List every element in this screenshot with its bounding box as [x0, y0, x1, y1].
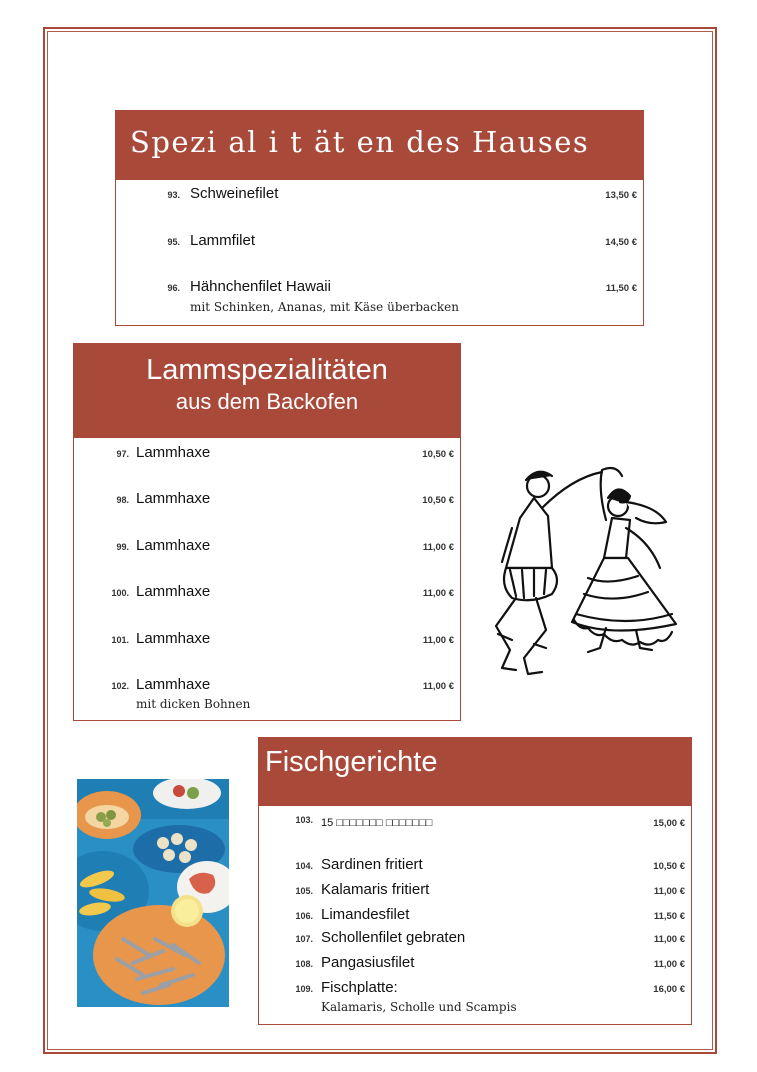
item-number: 96. — [167, 283, 180, 293]
item-number: 104. — [295, 861, 313, 871]
item-name: Lammhaxe — [136, 444, 211, 461]
item-price: 11,00 € — [653, 959, 685, 970]
item-name: Schollenfilet gebraten — [321, 929, 466, 946]
item-number: 103. — [295, 815, 313, 825]
item-number: 98. — [116, 495, 129, 505]
item-number: 95. — [167, 237, 180, 247]
item-price: 15,00 € — [653, 818, 685, 829]
menu-item — [74, 444, 460, 466]
item-name: Kalamaris fritiert — [321, 881, 430, 898]
item-name: 15 □□□□□□□ □□□□□□□ — [321, 817, 433, 829]
section-header — [74, 344, 460, 438]
item-name: Lammfilet — [190, 232, 256, 249]
item-name: Sardinen fritiert — [321, 856, 423, 873]
item-price: 10,50 € — [653, 861, 685, 872]
menu-item — [74, 676, 460, 711]
item-name: Lammhaxe — [136, 676, 211, 693]
item-price: 11,00 € — [422, 588, 454, 599]
item-name: Lammhaxe — [136, 490, 211, 507]
menu-item — [116, 278, 643, 314]
item-name: Lammhaxe — [136, 537, 211, 554]
item-name: Hähnchenfilet Hawaii — [190, 278, 331, 295]
item-number: 97. — [116, 449, 129, 459]
item-number: 102. — [111, 681, 129, 691]
item-price: 16,00 € — [653, 984, 685, 995]
section-title: Spezi al i t ät en des Hauses — [130, 125, 590, 159]
menu-item — [74, 490, 460, 512]
menu-item — [74, 583, 460, 605]
item-number: 105. — [295, 886, 313, 896]
menu-item — [74, 630, 460, 652]
item-description: mit dicken Bohnen — [136, 697, 251, 711]
item-price: 10,50 € — [422, 495, 454, 506]
item-name: Fischplatte: — [321, 979, 398, 996]
section-lamb-specialties — [73, 343, 461, 721]
item-number: 109. — [295, 984, 313, 994]
item-price: 11,00 € — [422, 635, 454, 646]
item-name: Pangasiusfilet — [321, 954, 415, 971]
menu-item — [116, 232, 643, 254]
menu-item — [74, 537, 460, 559]
menu-item — [259, 906, 691, 928]
section-header — [259, 738, 691, 806]
section-header — [116, 111, 643, 180]
item-number: 107. — [295, 934, 313, 944]
item-price: 11,00 € — [653, 886, 685, 897]
seafood-meze-photo — [77, 779, 229, 1007]
item-price: 11,50 € — [653, 911, 685, 922]
section-title: Fischgerichte — [265, 746, 438, 778]
section-title: Lammspezialitäten — [146, 354, 388, 386]
item-name: Lammhaxe — [136, 583, 211, 600]
item-number: 93. — [167, 190, 180, 200]
item-number: 106. — [295, 911, 313, 921]
menu-item — [116, 185, 643, 207]
section-house-specialties — [115, 110, 644, 326]
item-name: Limandesfilet — [321, 906, 410, 923]
menu-item — [259, 979, 691, 1014]
item-number: 101. — [111, 635, 129, 645]
section-subtitle: aus dem Backofen — [175, 389, 359, 414]
menu-item — [259, 954, 691, 976]
item-price: 11,00 € — [653, 934, 685, 945]
item-price: 10,50 € — [422, 449, 454, 460]
item-name: Schweinefilet — [190, 185, 279, 202]
item-price: 11,00 € — [422, 681, 454, 692]
greek-dancers-illustration — [476, 458, 692, 680]
item-description: mit Schinken, Ananas, mit Käse überbacken — [190, 300, 459, 314]
section-fish-dishes — [258, 737, 692, 1025]
item-price: 11,50 € — [605, 283, 637, 294]
item-description: Kalamaris, Scholle und Scampis — [321, 1000, 517, 1014]
item-number: 108. — [295, 959, 313, 969]
item-name: Lammhaxe — [136, 630, 211, 647]
item-price: 13,50 € — [605, 190, 637, 201]
menu-item — [259, 881, 691, 903]
item-price: 14,50 € — [605, 237, 637, 248]
item-number: 99. — [116, 542, 129, 552]
item-number: 100. — [111, 588, 129, 598]
menu-item — [259, 856, 691, 878]
item-price: 11,00 € — [422, 542, 454, 553]
menu-item — [259, 929, 691, 951]
menu-item — [259, 813, 691, 835]
